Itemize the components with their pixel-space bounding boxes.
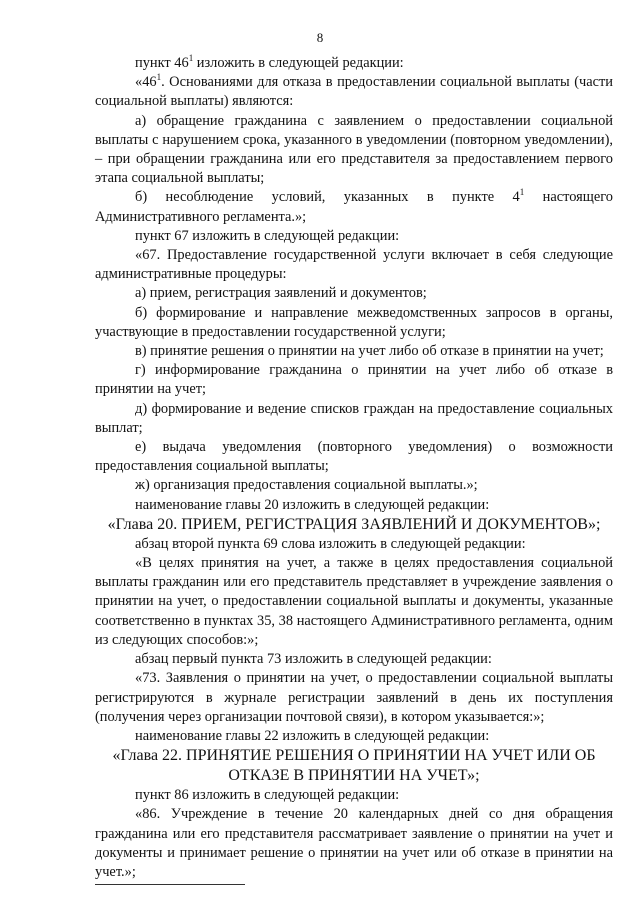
footer-separator-line xyxy=(95,884,245,885)
paragraph-p67-zh: ж) организация предоставления социальной выплаты.»; xyxy=(135,477,478,494)
chapter-22-title: «Глава 22. ПРИНЯТИЕ РЕШЕНИЯ О ПРИНЯТИИ НА УЧЕТ ИЛИ ОБ ОТКАЗЕ В ПРИНЯТИИ НА УЧЕТ»; xyxy=(112,747,596,785)
paragraph-p86-intro: пункт 86 изложить в следующей редакции: xyxy=(135,787,400,804)
paragraph-p67-e: е) выдача уведомления (повторного уведомления) о возможности предоставления социальной выплаты; xyxy=(95,439,613,475)
paragraph-p67-d: д) формирование и ведение списков граждан на предоставление социальных выплат; xyxy=(95,400,613,436)
paragraph-p46-intro: пункт $46^1$ изложить в следующей редакции: xyxy=(135,53,404,71)
paragraph-p73-text: «73. Заявления о принятии на учет, о предоставлении социальной выплаты регистрируются в журнале регистрации заявлений в день их поступления (получения через организации почтовой связи), в котором указывается:»; xyxy=(95,670,613,725)
paragraph-p69-intro: абзац второй пункта 69 слова изложить в следующей редакции: xyxy=(135,535,526,552)
paragraph-p67-text: «67. Предоставление государственной услуги включает в себя следующие административные процедуры: xyxy=(95,247,613,283)
chapter-20-title: «Глава 20. ПРИЕМ, РЕГИСТРАЦИЯ ЗАЯВЛЕНИЙ И ДОКУМЕНТОВ»; xyxy=(107,515,601,533)
paragraph-p46-b: б) несоблюдение условий, указанных в пункте $4^1$ настоящего Административного регламента.»; xyxy=(95,187,613,225)
paragraph-ch20-intro: наименование главы 20 изложить в следующей редакции: xyxy=(135,496,490,513)
paragraph-p67-v: в) принятие решения о принятии на учет либо об отказе в принятии на учет; xyxy=(135,343,604,360)
paragraph-p67-g: г) информирование гражданина о принятии на учет либо об отказе в принятии на учет; xyxy=(95,362,613,398)
document-body xyxy=(95,54,613,882)
paragraph-p67-intro: пункт 67 изложить в следующей редакции: xyxy=(135,227,400,244)
paragraph-p73-intro: абзац первый пункта 73 изложить в следующей редакции: xyxy=(135,651,492,668)
page-number: 8 xyxy=(316,30,324,45)
paragraph-p67-a: а) прием, регистрация заявлений и документов; xyxy=(135,285,427,302)
paragraph-p46-a: а) обращение гражданина с заявлением о предоставлении социальной выплаты с нарушением срока, указанного в уведомлении (повторном уведомлении), – при обращении гражданина или его представителя за предоставлением первого этапа социальной выплаты; xyxy=(95,112,613,187)
paragraph-p46-text: «$46^1$. Основаниями для отказа в предоставлении социальной выплаты (части социальной выплаты) являются: xyxy=(95,72,613,110)
paragraph-p69-text: «В целях принятия на учет, а также в целях предоставления социальной выплаты гражданин или его представитель представляет в учреждение заявления о принятии на учет, о предоставлении социальной выплаты и документы, указанные соответственно в пунктах 35, 38 настоящего Административного регламента, одним из следующих способов:»; xyxy=(95,555,613,648)
paragraph-ch22-intro: наименование главы 22 изложить в следующей редакции: xyxy=(135,727,490,744)
paragraph-p86-text: «86. Учреждение в течение 20 календарных дней со дня обращения гражданина или его представителя рассматривает заявление о принятии на учет и документы и принимает решение о принятии на учет или об отказе в принятии на учет.»; xyxy=(95,806,613,880)
paragraph-p67-b: б) формирование и направление межведомственных запросов в органы, участвующие в предоставлении государственной услуги; xyxy=(95,304,613,340)
